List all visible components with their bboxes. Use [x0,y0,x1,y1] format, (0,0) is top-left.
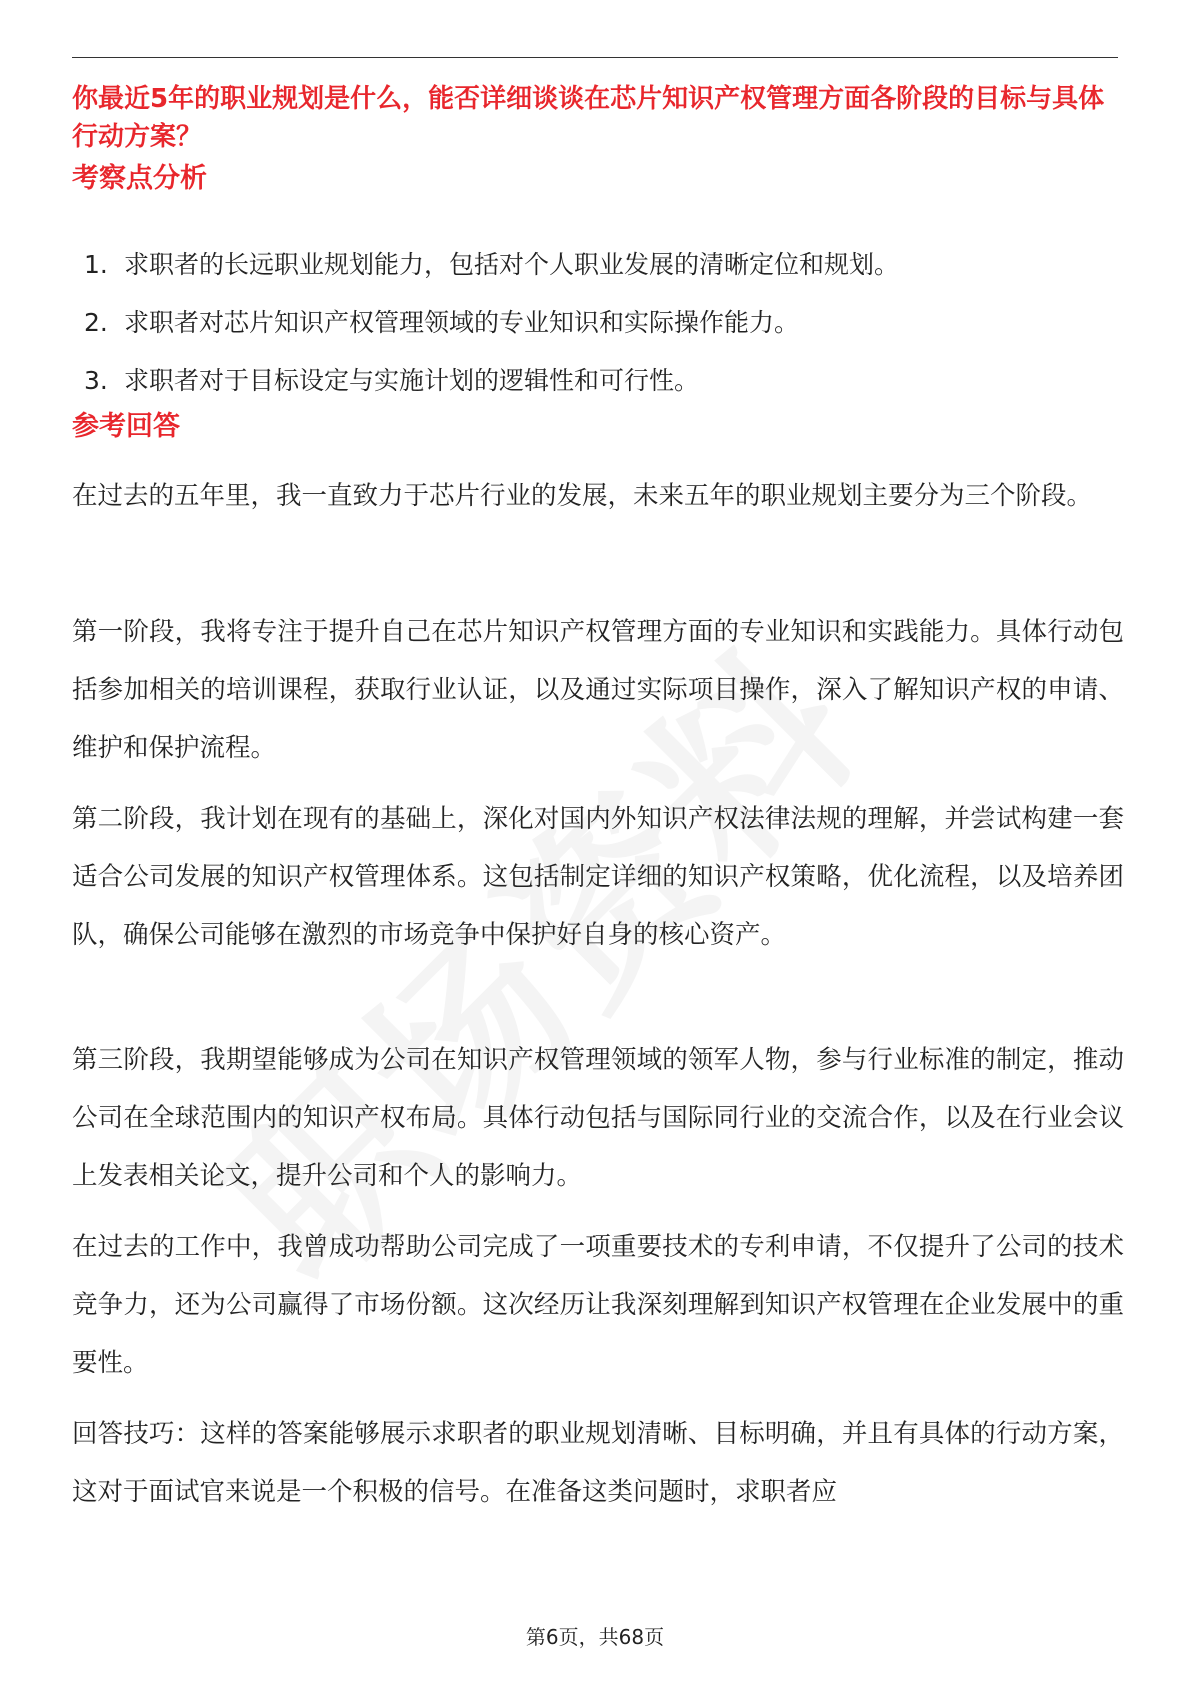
answer-heading: 参考回答 [72,411,180,442]
question-title: 你最近5年的职业规划是什么，能否详细谈谈在芯片知识产权管理方面各阶段的目标与具体行动方案？ [72,84,1105,152]
analysis-heading: 考察点分析 [72,163,207,194]
analysis-item-text: 求职者对于目标设定与实施计划的逻辑性和可行性。 [124,366,700,395]
analysis-item [84,363,1114,421]
analysis-item-text: 求职者的长远职业规划能力，包括对个人职业发展的清晰定位和规划。 [124,250,900,279]
analysis-item-text: 求职者对芯片知识产权管理领域的专业知识和实际操作能力。 [124,308,800,337]
analysis-item [84,247,1114,305]
analysis-item-number: 1. [84,250,108,279]
analysis-item-number: 3. [84,366,108,395]
page-number: 第6页，共68页 [525,1625,665,1649]
analysis-item [84,305,1114,363]
answer-paragraph: 第二阶段，我计划在现有的基础上，深化对国内外知识产权法律法规的理解，并尝试构建一套适合公司发展的知识产权管理体系。这包括制定详细的知识产权策略，优化流程，以及培养团队，确保公司能够在激烈的市场竞争中保护好自身的核心资产。 [72,804,1124,950]
analysis-item-number: 2. [84,308,108,337]
analysis-list [84,247,1114,421]
answer-paragraph: 第一阶段，我将专注于提升自己在芯片知识产权管理方面的专业知识和实践能力。具体行动包括参加相关的培训课程，获取行业认证，以及通过实际项目操作，深入了解知识产权的申请、维护和保护流程。 [72,617,1124,763]
top-divider [72,57,1118,58]
answer-paragraph: 在过去的五年里，我一直致力于芯片行业的发展，未来五年的职业规划主要分为三个阶段。 [72,481,1093,511]
answer-paragraph: 在过去的工作中，我曾成功帮助公司完成了一项重要技术的专利申请，不仅提升了公司的技术竞争力，还为公司赢得了市场份额。这次经历让我深刻理解到知识产权管理在企业发展中的重要性。 [72,1232,1124,1378]
answer-tips-paragraph: 回答技巧：这样的答案能够展示求职者的职业规划清晰、目标明确，并且有具体的行动方案，这对于面试官来说是一个积极的信号。在准备这类问题时，求职者应 [72,1419,1124,1507]
answer-paragraph: 第三阶段，我期望能够成为公司在知识产权管理领域的领军人物，参与行业标准的制定，推动公司在全球范围内的知识产权布局。具体行动包括与国际同行业的交流合作，以及在行业会议上发表相关论文，提升公司和个人的影响力。 [72,1045,1124,1191]
